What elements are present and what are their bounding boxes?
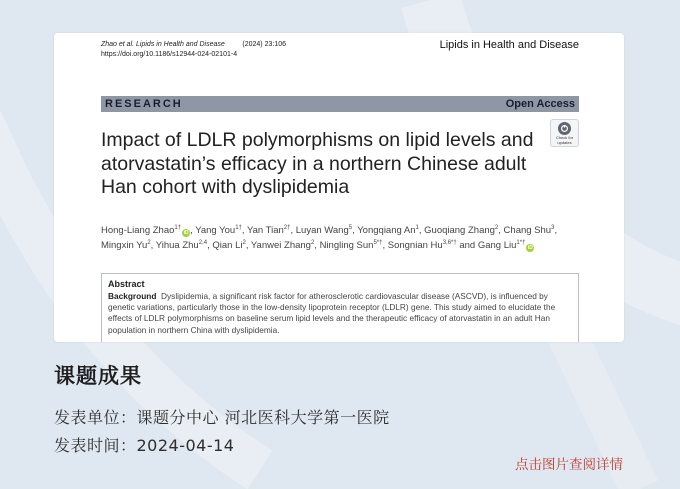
background-text: Dyslipidemia, a significant risk factor for atherosclerotic cardiovascular disease (ASCVD), is influenced by genetic variations, particularly those in the low-density lipoprotein receptor (LDLR) gene. This study aimed to elucidate the effects of LDLR polymorphisms on baseline serum lipid levels and the therapeutic efficacy of atorvastatin in an adult Han population in northern China with dyslipidemia.: [108, 291, 556, 335]
citation-journal: Lipids in Health and Disease: [136, 41, 225, 48]
author-name: Yihua Zhu$^{2,4}$: [155, 240, 208, 251]
doi-link: https://doi.org/10.1186/s12944-024-02101-4: [101, 51, 238, 58]
author-affiliation: 1: [415, 225, 419, 231]
author-name: Chang Shu$^3$: [503, 225, 555, 236]
author-affiliation: 2: [242, 240, 246, 246]
author-name: Mingxin Yu$^2$: [101, 240, 151, 251]
citation-authors: Zhao et al.: [101, 41, 135, 48]
abstract-heading: Abstract: [108, 279, 145, 289]
publishing-date: 发表时间：2024-04-14: [54, 436, 235, 455]
background-label: Background: [108, 291, 157, 301]
article-title: Impact of LDLR polymorphisms on lipid levels and atorvastatin’s efficacy in a northern Chinese adult Han cohort with dyslipidemia: [101, 129, 534, 198]
section-label: RESEARCH: [105, 98, 183, 110]
publishing-unit: 发表单位：课题分中心 河北医科大学第一医院: [54, 408, 390, 427]
author-affiliation: 1*†: [516, 240, 526, 246]
author-affiliation: 2: [147, 240, 151, 246]
author-affiliation: 2,4: [198, 240, 208, 246]
author-name: Hong-Liang Zhao$^{1\dagger}$iD: [101, 225, 189, 236]
author-name: Qian Li$^2$: [212, 240, 246, 251]
author-name: Luyan Wang$^5$: [295, 225, 353, 236]
author-name: Yan Tian$^{2\dagger}$: [247, 225, 291, 236]
author-name: Yang You$^{1\dagger}$: [195, 225, 242, 236]
caption-title: 课题成果: [54, 364, 142, 388]
author-name: Guoqiang Zhang$^2$: [424, 225, 499, 236]
author-affiliation: 1†: [235, 225, 242, 231]
author-affiliation: 1†: [174, 225, 182, 231]
journal-name: Lipids in Health and Disease: [439, 39, 579, 51]
author-affiliation: 3,6*†: [442, 240, 457, 246]
author-affiliation: 2: [310, 240, 315, 246]
paper-preview-image[interactable]: [54, 33, 624, 342]
author-affiliation: 3: [551, 225, 555, 231]
check-updates-label: Check for updates: [555, 135, 574, 145]
abstract-box: [101, 273, 579, 342]
author-affiliation: 5*†: [373, 240, 383, 246]
citation-block: [101, 40, 331, 60]
author-list: Hong-Liang Zhao$^{1\dagger}$iD , Yang You$^{1\dagger}$, Yan Tian$^{2\dagger}$, Luyan Wang$^5$, Yongqiang An$^1$, Guoqiang Zhang$^2$, Chang Shu$^3$, Mingxin Yu$^2$, Yihua Zhu$^{2,4}$, Qian Li$^2$, Yanwei Zhang$^2$, Ningling Sun$^{5*\dagger}$, Songnian $Hu^{3,6*\dagger}$ and Gang Liu$^{1*\dagger}$iD: [101, 225, 558, 251]
author-name: Ningling Sun$^{5*\dagger}$: [319, 240, 383, 251]
author-affiliation: 2†: [283, 225, 291, 231]
author-name: Gang Liu$^{1*\dagger}$iD: [477, 240, 533, 251]
author-affiliation: 5: [348, 225, 353, 231]
author-name: Yongqiang An$^1$: [357, 225, 419, 236]
open-access-label: Open Access: [505, 98, 575, 110]
check-updates-icon: [558, 122, 571, 135]
citation-year-volume: (2024) 23:106: [242, 41, 286, 48]
orcid-icon: iD: [527, 245, 533, 251]
orcid-icon: iD: [183, 230, 189, 236]
author-affiliation: 2: [494, 225, 499, 231]
abstract-background: [108, 291, 572, 336]
view-details-link[interactable]: 点击图片查阅详情: [515, 457, 623, 473]
author-name: Yanwei Zhang$^2$: [250, 240, 315, 251]
research-bar: [101, 96, 579, 112]
check-for-updates-badge: [550, 119, 579, 147]
author-name: Songnian $Hu^{3,6*\dagger}$: [387, 240, 457, 251]
